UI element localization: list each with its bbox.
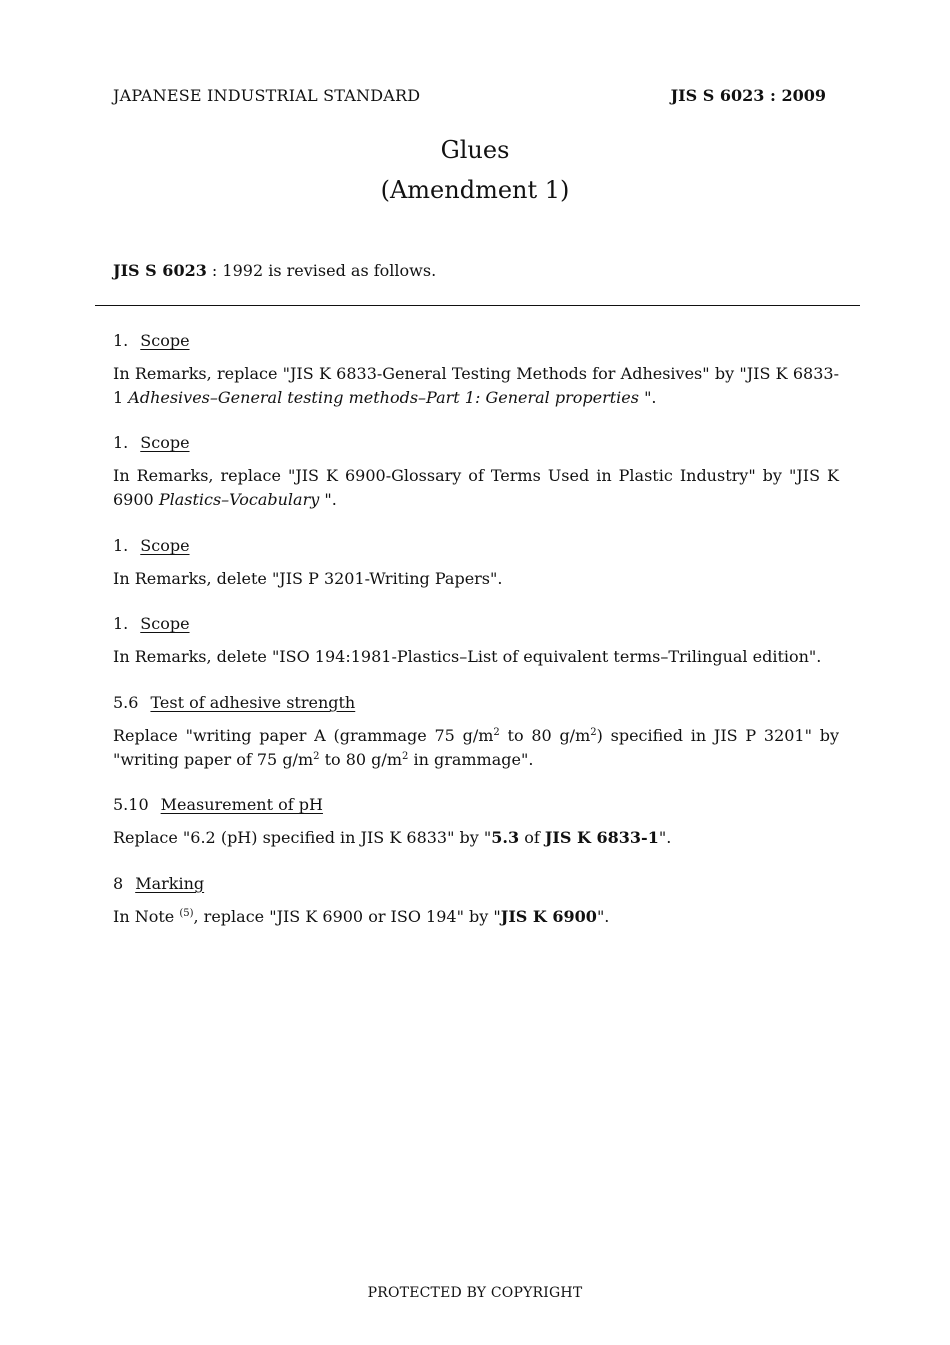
body-text: ". [638,388,657,407]
section-heading [113,432,839,454]
body-text: In Note [113,907,180,926]
section-measurement-ph [113,794,839,850]
section-heading [113,692,839,714]
section-scope-1 [113,330,839,410]
divider [95,305,860,306]
section-title: Scope [140,331,190,350]
section-heading [113,613,839,635]
body-text: In Remarks, replace "JIS K 6900-Glossary of Terms Used in Plastic Industry" by "JIS K 6900 [113,466,839,509]
body-text: Replace "writing paper A (grammage 75 g/m [113,726,494,745]
intro-code: JIS S 6023 [113,261,207,280]
body-text: , replace "JIS K 6900 or ISO 194" by " [193,907,501,926]
body-bold-text: 5.3 [491,828,520,847]
section-scope-2 [113,432,839,512]
body-italic-text: Adhesives–General testing methods–Part 1: General properties [128,388,639,407]
section-body [113,724,839,772]
section-title: Scope [140,614,190,633]
section-body [113,464,839,512]
document-subtitle: (Amendment 1) [380,176,570,204]
body-text: ". [596,907,610,926]
section-body [113,567,839,591]
section-marking [113,873,839,929]
body-text: Replace "6.2 (pH) specified in JIS K 6833" by " [113,828,492,847]
section-body [113,362,839,410]
section-number: 1. [113,433,129,452]
standard-number: JIS S 6023 : 2009 [670,86,826,105]
section-title: Measurement of pH [160,795,323,814]
body-text: In Remarks, delete "JIS P 3201-Writing Papers". [113,569,503,588]
section-heading [113,873,839,895]
superscript: 2 [590,727,597,738]
section-title: Test of adhesive strength [150,693,356,712]
section-body [113,905,839,929]
body-bold-text: JIS K 6833-1 [544,828,659,847]
copyright-footer: PROTECTED BY COPYRIGHT [367,1285,583,1301]
section-body [113,826,839,850]
body-text: in grammage". [408,750,534,769]
section-heading [113,535,839,557]
body-bold-text: JIS K 6900 [500,907,597,926]
section-number: 1. [113,536,129,555]
section-heading [113,794,839,816]
superscript: 2 [401,751,409,762]
section-number: 5.10 [113,795,149,814]
standard-label: JAPANESE INDUSTRIAL STANDARD [113,86,421,105]
body-text: In Remarks, delete "ISO 194:1981-Plastics–List of equivalent terms–Trilingual edition". [113,647,822,666]
section-number: 1. [113,614,129,633]
section-number: 5.6 [113,693,139,712]
section-title: Marking [135,874,205,893]
superscript: 2 [313,751,320,762]
body-text: ". [319,490,337,509]
intro-text: : 1992 is revised as follows. [206,261,437,280]
body-text: ) specified in JIS P 3201" by "writing paper of 75 g/m [113,726,839,769]
section-body [113,645,839,669]
note-reference: (5) [179,908,194,919]
body-italic-text: Plastics–Vocabulary [158,490,320,509]
section-title: Scope [140,433,190,452]
section-title: Scope [140,536,190,555]
document-title: Glues [440,136,510,164]
body-text: of [519,828,545,847]
body-text: In Remarks, replace "JIS K 6833-General Testing Methods for Adhesives" by "JIS K 6833-1 [113,364,839,407]
section-scope-3 [113,535,839,591]
intro-line [113,261,436,280]
body-text: ". [658,828,672,847]
body-text: to 80 g/m [499,726,591,745]
section-number: 1. [113,331,129,350]
section-number: 8 [113,874,124,893]
superscript: 2 [493,727,500,738]
section-scope-4 [113,613,839,669]
body-text: to 80 g/m [319,750,402,769]
section-heading [113,330,839,352]
section-adhesive-strength [113,692,839,772]
